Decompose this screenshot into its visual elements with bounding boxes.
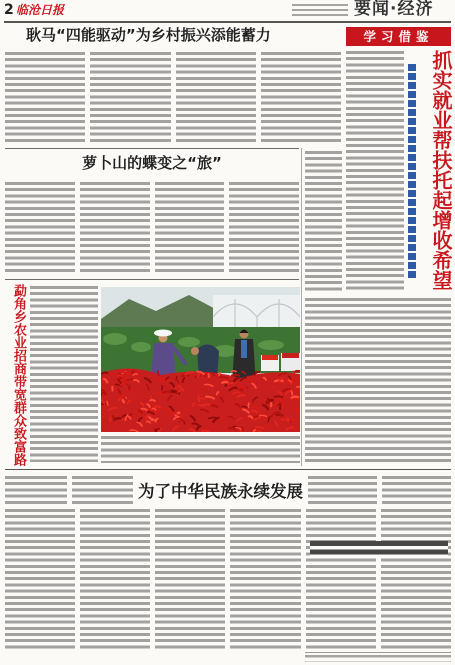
text-column: [230, 509, 300, 649]
leaf-cluster: [103, 333, 127, 345]
column-divider: [301, 148, 302, 466]
bottom-article-subheadline: [310, 541, 448, 558]
text-column: [381, 509, 451, 649]
chili-pepper: [102, 372, 107, 373]
text-column: [306, 509, 376, 649]
text-column: [155, 509, 225, 649]
page-number: 2: [4, 2, 14, 18]
chili-pepper: [155, 406, 160, 407]
photo-caption: [101, 436, 300, 463]
text-column: [229, 182, 299, 274]
section-rule: [5, 279, 299, 280]
feature-article-body: [5, 182, 299, 274]
chili-pepper: [232, 375, 239, 376]
chili-pepper: [231, 371, 236, 372]
chili-pepper: [292, 397, 299, 398]
chili-pepper: [239, 387, 245, 388]
learning-column-text: [305, 298, 451, 464]
photo-article-text: [30, 286, 98, 462]
chili-pepper: [115, 418, 121, 419]
crate-chilies: [262, 355, 278, 360]
chili-pepper: [269, 387, 275, 388]
section-rule: [5, 469, 451, 470]
learning-column-headline: 抓实就业帮扶托起增收希望: [429, 50, 453, 290]
text-column: [80, 509, 150, 649]
chili-pepper: [222, 382, 227, 383]
text-column: [5, 52, 85, 144]
chili-pepper: [162, 386, 163, 390]
crate-chilies: [282, 353, 299, 358]
text-column: [382, 476, 451, 504]
section-title: 要闻·经济: [354, 0, 434, 19]
leaf-cluster: [178, 337, 200, 347]
farmer-head: [191, 347, 199, 355]
feature-article-headline: 萝卜山的蝶变之“旅”: [82, 154, 222, 172]
text-column: [5, 476, 67, 504]
chili-pepper: [275, 396, 283, 397]
lead-article-body: [5, 52, 341, 144]
text-column: [5, 509, 75, 649]
text-column: [80, 182, 150, 274]
chili-pepper: [248, 403, 249, 407]
chili-pepper: [163, 392, 171, 393]
page-credits: [305, 652, 451, 662]
learning-column-text: [346, 51, 404, 291]
chili-pepper: [119, 390, 121, 394]
text-column: [155, 182, 225, 274]
leaf-cluster: [258, 340, 284, 350]
chili-harvest-photo: [101, 287, 300, 432]
lead-article-headline: 耿马“四能驱动”为乡村振兴添能蓄力: [26, 26, 271, 44]
text-column: [90, 52, 170, 144]
masthead-logo: 临沧日报: [16, 3, 65, 17]
leaf-cluster: [131, 342, 151, 352]
farmer-shirt: [241, 340, 247, 358]
chili-pepper: [258, 431, 264, 432]
column-label-box: 学习借鉴: [346, 27, 451, 46]
photo-article-headline: 勐角乡农业招商带宽群众致富路: [11, 284, 26, 466]
text-column: [5, 182, 75, 274]
chili-pepper: [150, 400, 155, 401]
text-column: [72, 476, 134, 504]
chili-pepper: [228, 383, 234, 384]
chili-pepper: [123, 400, 124, 402]
bottom-article-lead-text: [5, 476, 133, 504]
learning-column-text: [305, 151, 342, 291]
chili-pepper: [118, 396, 125, 397]
chili-pepper: [198, 396, 199, 401]
issue-info: [292, 4, 348, 17]
section-rule: [5, 148, 299, 149]
chili-pepper: [155, 430, 156, 432]
chili-pepper: [209, 374, 210, 377]
chili-pepper: [158, 409, 159, 413]
bottom-article-body: [5, 509, 451, 649]
learning-column-subtitle: [408, 64, 416, 278]
bottom-article-headline: 为了中华民族永续发展: [138, 482, 303, 501]
chili-pepper: [202, 404, 210, 405]
bottom-article-lead-text: [308, 476, 451, 504]
farmer-hat: [154, 330, 172, 337]
header-rule: [4, 21, 451, 23]
text-column: [176, 52, 256, 144]
text-column: [261, 52, 341, 144]
text-column: [308, 476, 377, 504]
